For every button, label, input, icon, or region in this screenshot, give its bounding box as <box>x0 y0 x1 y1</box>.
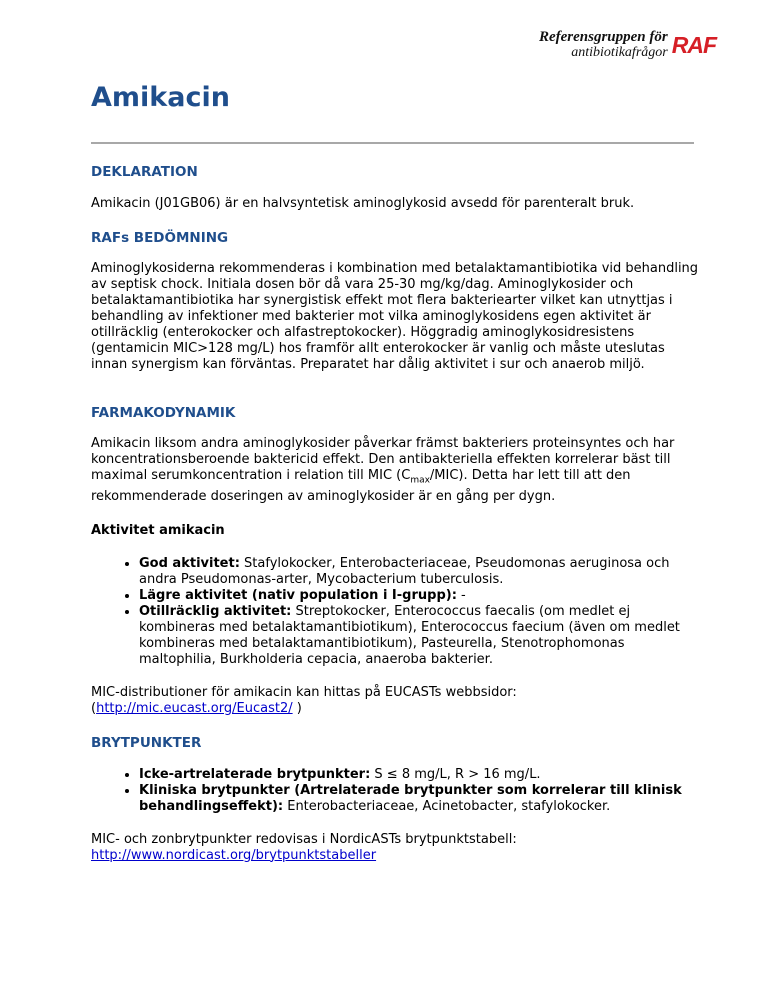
document-body <box>91 163 701 864</box>
brytpunkt-item-text: Enterobacteriaceae, Acinetobacter, stafylokocker. <box>283 798 611 814</box>
page-title: Amikacin <box>91 82 230 113</box>
mic-distribution-label: MIC-distributioner för amikacin kan hittas på EUCASTs webbsidor: <box>91 684 517 700</box>
heading-farmakodynamik: FARMAKODYNAMIK <box>91 405 236 421</box>
logo-line-1: Referensgruppen för <box>538 29 668 45</box>
brytpunkt-item-label: Icke-artrelaterade brytpunkter: <box>139 766 371 782</box>
brytpunkter-list <box>91 767 701 815</box>
farmakodynamik-text <box>91 436 701 505</box>
brytpunkt-item <box>139 783 701 815</box>
title-divider <box>91 142 694 144</box>
activity-heading: Aktivitet amikacin <box>91 522 225 538</box>
deklaration-text: Amikacin (J01GB06) är en halvsyntetisk aminoglykosid avsedd för parenteralt bruk. <box>91 196 635 211</box>
activity-item <box>139 604 701 668</box>
farmakodynamik-text-start: Amikacin liksom andra aminoglykosider påverkar främst bakteriers proteinsyntes och har koncentrationsberoende baktericid effekt. Den antibakteriella effekten korrelerar bäst till maximal serumkoncentration i relation till MIC (C <box>91 436 675 483</box>
mic-distribution-text <box>91 685 701 717</box>
heading-bedomning: RAFs BEDÖMNING <box>91 230 229 246</box>
raf-logo-mark: RAF <box>671 31 716 58</box>
brytpunkt-item-text: S ≤ 8 mg/L, R > 16 mg/L. <box>370 766 541 782</box>
logo-text <box>539 29 668 61</box>
activity-item-text: Stafylokocker, Enterobacteriaceae, Pseudomonas aeruginosa och andra Pseudomonas-arter, Mycobacterium tuberculosis. <box>139 555 670 587</box>
activity-item <box>139 556 701 588</box>
activity-item-label: Lägre aktivitet (nativ population i I-grupp): <box>139 587 457 603</box>
mic-paren-open: ( <box>91 700 97 716</box>
raf-logo <box>539 29 716 61</box>
brytpunkter-note-text: MIC- och zonbrytpunkter redovisas i NordicASTs brytpunktstabell: <box>91 831 517 847</box>
brytpunkter-note <box>91 832 701 864</box>
bedomning-text: Aminoglykosiderna rekommenderas i kombination med betalaktamantibiotika vid behandling av septisk chock. Initiala dosen bör då vara 25-30 mg/kg/dag. Aminoglykosider och betalaktamantibiotika har synergistisk effekt mot flera bakteriearter vilket kan utnyttjas i behandling av infektioner med bakterier mot vilka aminoglykosidens egen aktivitet är otillräcklig (enterokocker och alfastreptokocker). Höggradig aminoglykosidresistens (gentamicin MIC>128 mg/L) hos framför allt enterokocker är vanlig och måste uteslutas innan synergism kan förväntas. Preparatet har dålig aktivitet i sur och anaerob miljö. <box>91 261 699 372</box>
activity-item <box>139 588 701 604</box>
eucast-link[interactable]: http://mic.eucast.org/Eucast2/ <box>96 700 293 716</box>
activity-item-text: - <box>456 587 466 603</box>
brytpunkt-item <box>139 767 701 783</box>
activity-item-label: Otillräcklig aktivitet: <box>139 603 292 619</box>
nordicast-link[interactable]: http://www.nordicast.org/brytpunktstabeller <box>91 847 377 863</box>
cmax-subscript: max <box>410 475 430 486</box>
activity-item-label: God aktivitet: <box>139 555 240 571</box>
mic-paren-close: ) <box>292 700 302 716</box>
heading-deklaration: DEKLARATION <box>91 164 198 180</box>
brytpunkt-item-label: Kliniska brytpunkter (Artrelaterade brytpunkter som korrelerar till klinisk behandlingseffekt): <box>139 782 682 814</box>
activity-item-text: Streptokocker, Enterococcus faecalis (om medlet ej kombineras med betalaktamantibiotikum), Enterococcus faecium (även om medlet kombineras med betalaktamantibiotikum), Pasteurella, Stenotrophomonas maltophilia, Burkholderia cepacia, anaeroba bakterier. <box>139 603 680 667</box>
heading-brytpunkter: BRYTPUNKTER <box>91 734 202 751</box>
activity-list <box>91 556 701 668</box>
farmakodynamik-text-end: /MIC). Detta har lett till att den rekommenderade doseringen av aminoglykosider är en gång per dygn. <box>91 468 631 504</box>
logo-line-2: antibiotikafrågor <box>571 45 668 60</box>
